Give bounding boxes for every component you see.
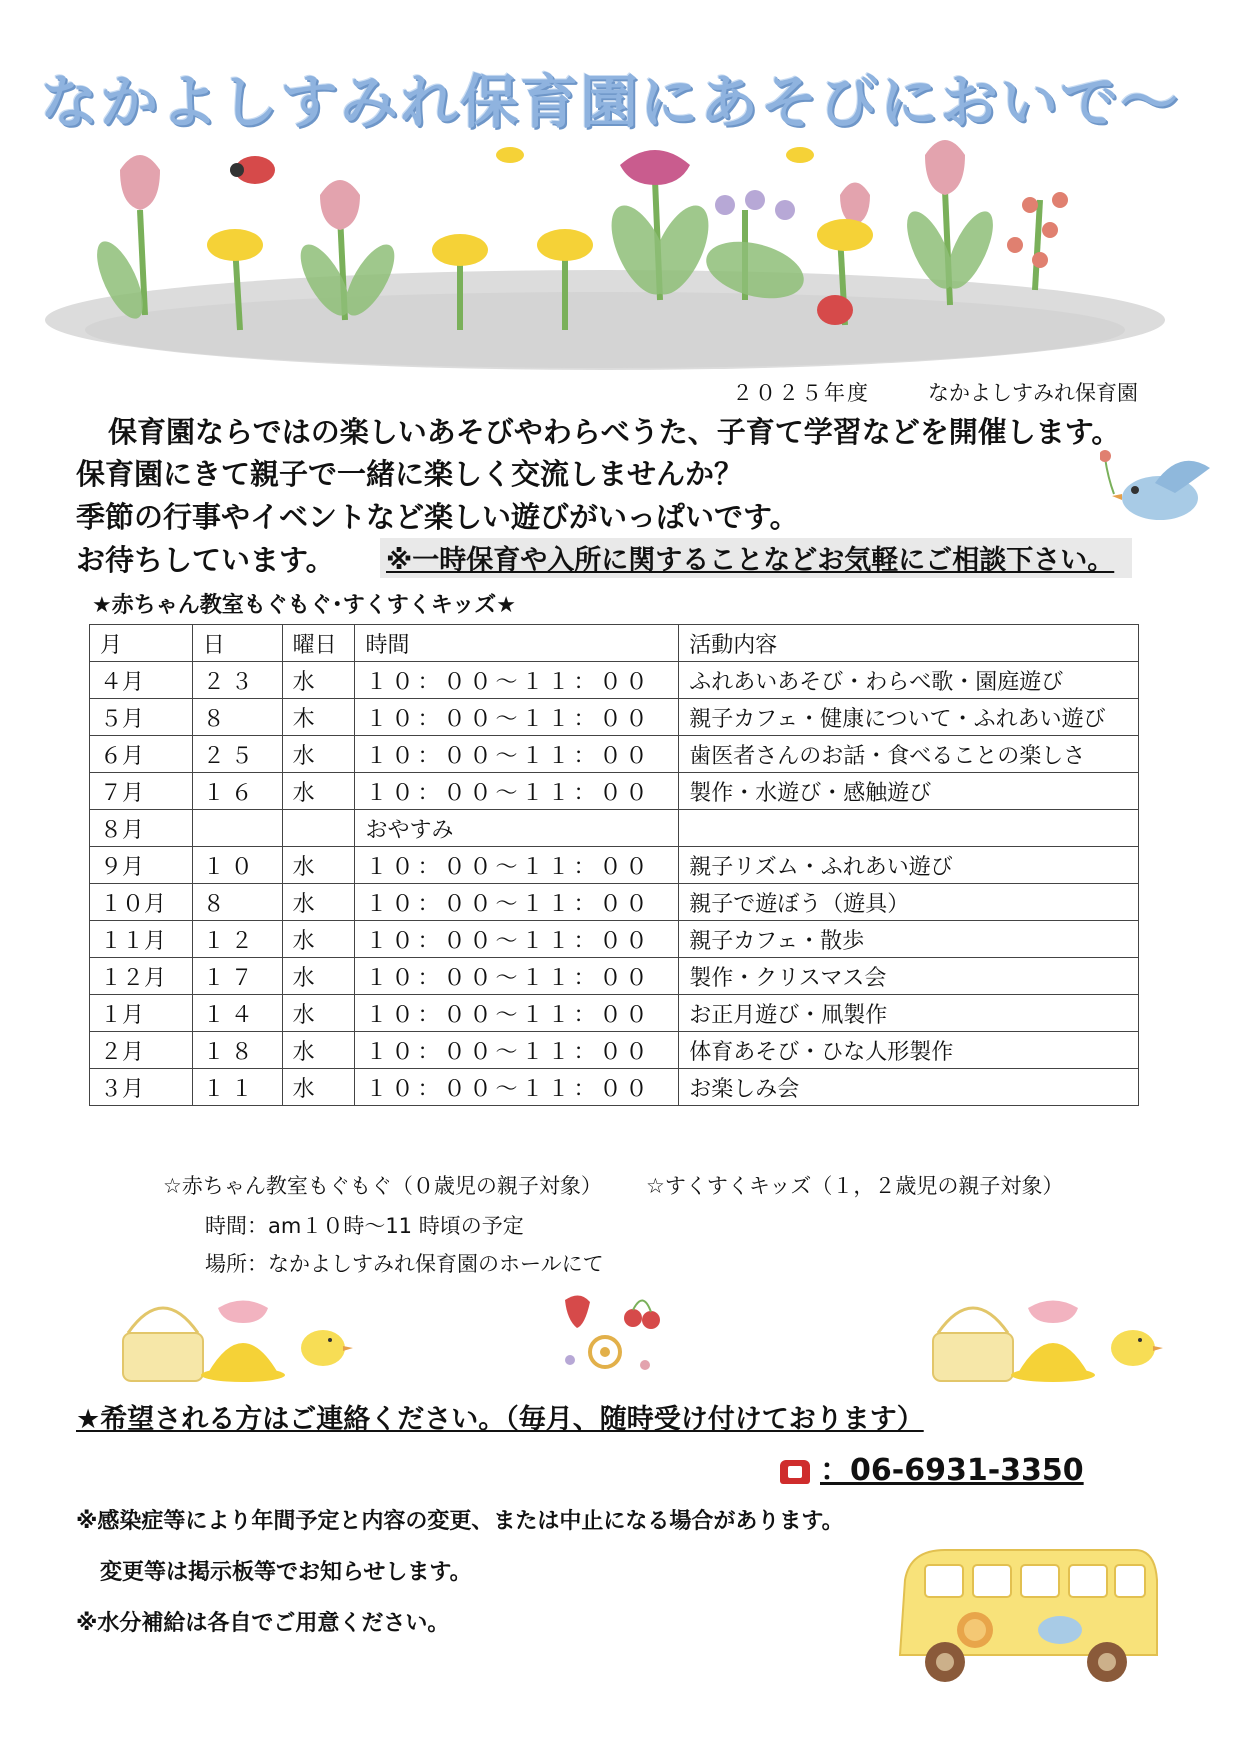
- cell-activity: 親子カフェ・健康について・ふれあい遊び: [679, 699, 1139, 736]
- cell-activity: ふれあいあそび・わらべ歌・園庭遊び: [679, 662, 1139, 699]
- cell-activity: 親子カフェ・散歩: [679, 921, 1139, 958]
- cell-time: １０：００～１１：００: [355, 995, 679, 1032]
- table-row: [90, 773, 1139, 810]
- page-title: なかよしすみれ保育園にあそびにおいで～: [40, 68, 1181, 136]
- kindergarten-items-right: [928, 1288, 1168, 1388]
- cell-activity: 歯医者さんのお話・食べることの楽しさ: [679, 736, 1139, 773]
- cell-day: １７: [192, 958, 282, 995]
- table-row: [90, 699, 1139, 736]
- header-month: 月: [90, 625, 193, 662]
- cell-day: １１: [192, 1069, 282, 1106]
- cell-month: ７月: [90, 773, 193, 810]
- cell-time: １０：００～１１：００: [355, 662, 679, 699]
- header-activity: 活動内容: [679, 625, 1139, 662]
- cell-month: ４月: [90, 662, 193, 699]
- cell-weekday: 水: [282, 736, 355, 773]
- kindergarten-items-left: [118, 1288, 358, 1388]
- cell-weekday: 水: [282, 773, 355, 810]
- cell-weekday: 木: [282, 699, 355, 736]
- header-day: 日: [192, 625, 282, 662]
- cell-time: １０：００～１１：００: [355, 847, 679, 884]
- note-time: 時間：am１０時～11 時頃の予定: [205, 1214, 524, 1238]
- fruit-decoration: [555, 1290, 665, 1380]
- cell-activity: [679, 810, 1139, 847]
- cell-month: ５月: [90, 699, 193, 736]
- cell-time: １０：００～１１：００: [355, 736, 679, 773]
- cell-day: １０: [192, 847, 282, 884]
- warning-line-2: 変更等は掲示板等でお知らせします。: [100, 1560, 472, 1585]
- note-place: 場所：なかよしすみれ保育園のホールにて: [205, 1252, 604, 1276]
- cell-month: １月: [90, 995, 193, 1032]
- cell-weekday: 水: [282, 1032, 355, 1069]
- school-bus-illustration: [885, 1540, 1165, 1690]
- cell-time: １０：００～１１：００: [355, 884, 679, 921]
- cell-day: ２３: [192, 662, 282, 699]
- cell-time: １０：００～１１：００: [355, 773, 679, 810]
- cell-activity: 製作・水遊び・感触遊び: [679, 773, 1139, 810]
- table-row: [90, 958, 1139, 995]
- cell-weekday: 水: [282, 847, 355, 884]
- intro-line-4: お待ちしています。: [76, 543, 335, 577]
- intro-line-1: 保育園ならではの楽しいあそびやわらべうた、子育て学習などを開催します。: [108, 415, 1121, 449]
- note-baby-class: ☆赤ちゃん教室もぐもぐ（０歳児の親子対象）: [163, 1174, 602, 1198]
- header-time: 時間: [355, 625, 679, 662]
- cell-activity: 製作・クリスマス会: [679, 958, 1139, 995]
- warning-line-3: ※水分補給は各自でご用意ください。: [76, 1611, 450, 1636]
- table-row: [90, 662, 1139, 699]
- cell-day: ８: [192, 884, 282, 921]
- cell-activity: 親子で遊ぼう（遊具）: [679, 884, 1139, 921]
- phone-number-text: ：06-6931-3350: [820, 1453, 1084, 1488]
- table-row: [90, 1069, 1139, 1106]
- organization-name: なかよしすみれ保育園: [928, 381, 1138, 405]
- cell-weekday: 水: [282, 921, 355, 958]
- cell-time: １０：００～１１：００: [355, 958, 679, 995]
- section-title: ★赤ちゃん教室もぐもぐ･すくすくキッズ★: [92, 593, 517, 618]
- cell-day: １４: [192, 995, 282, 1032]
- phone-number[interactable]: [780, 1445, 1084, 1489]
- cell-month: ３月: [90, 1069, 193, 1106]
- table-row: [90, 1032, 1139, 1069]
- cell-weekday: 水: [282, 995, 355, 1032]
- warning-line-1: ※感染症等により年間予定と内容の変更、または中止になる場合があります。: [76, 1509, 844, 1534]
- flower-illustration: [40, 130, 1170, 375]
- contact-message: ★希望される方はご連絡ください。（毎月、随時受け付けております）: [76, 1404, 924, 1435]
- header-weekday: 曜日: [282, 625, 355, 662]
- cell-weekday: 水: [282, 884, 355, 921]
- intro-line-2: 保育園にきて親子で一緒に楽しく交流しませんか？: [76, 457, 744, 491]
- cell-time: １０：００～１１：００: [355, 1032, 679, 1069]
- schedule-table: [89, 624, 1139, 1106]
- bird-illustration: [1100, 448, 1215, 538]
- cell-day: １８: [192, 1032, 282, 1069]
- cell-activity: 親子リズム・ふれあい遊び: [679, 847, 1139, 884]
- fiscal-year: ２０２５年度: [732, 381, 870, 405]
- cell-time: おやすみ: [355, 810, 679, 847]
- intro-note: ※一時保育や入所に関することなどお気軽にご相談下さい。: [386, 545, 1115, 576]
- cell-day: [192, 810, 282, 847]
- table-row: [90, 736, 1139, 773]
- cell-month: ２月: [90, 1032, 193, 1069]
- table-row: [90, 884, 1139, 921]
- cell-month: ６月: [90, 736, 193, 773]
- table-header-row: [90, 625, 1139, 662]
- table-row: [90, 995, 1139, 1032]
- cell-activity: お楽しみ会: [679, 1069, 1139, 1106]
- table-row: [90, 921, 1139, 958]
- cell-weekday: [282, 810, 355, 847]
- cell-weekday: 水: [282, 662, 355, 699]
- cell-day: １６: [192, 773, 282, 810]
- cell-activity: お正月遊び・凧製作: [679, 995, 1139, 1032]
- cell-activity: 体育あそび・ひな人形製作: [679, 1032, 1139, 1069]
- cell-time: １０：００～１１：００: [355, 1069, 679, 1106]
- cell-day: ８: [192, 699, 282, 736]
- cell-time: １０：００～１１：００: [355, 921, 679, 958]
- cell-day: ２５: [192, 736, 282, 773]
- cell-month: １１月: [90, 921, 193, 958]
- cell-weekday: 水: [282, 958, 355, 995]
- cell-weekday: 水: [282, 1069, 355, 1106]
- note-kids-class: ☆すくすくキッズ（１，２歳児の親子対象）: [646, 1174, 1064, 1198]
- cell-month: ８月: [90, 810, 193, 847]
- cell-month: １０月: [90, 884, 193, 921]
- table-row: [90, 847, 1139, 884]
- cell-month: ９月: [90, 847, 193, 884]
- intro-line-3: 季節の行事やイベントなど楽しい遊びがいっぱいです。: [76, 500, 799, 534]
- cell-day: １２: [192, 921, 282, 958]
- cell-month: １２月: [90, 958, 193, 995]
- cell-time: １０：００～１１：００: [355, 699, 679, 736]
- table-row: [90, 810, 1139, 847]
- telephone-icon: [780, 1460, 810, 1484]
